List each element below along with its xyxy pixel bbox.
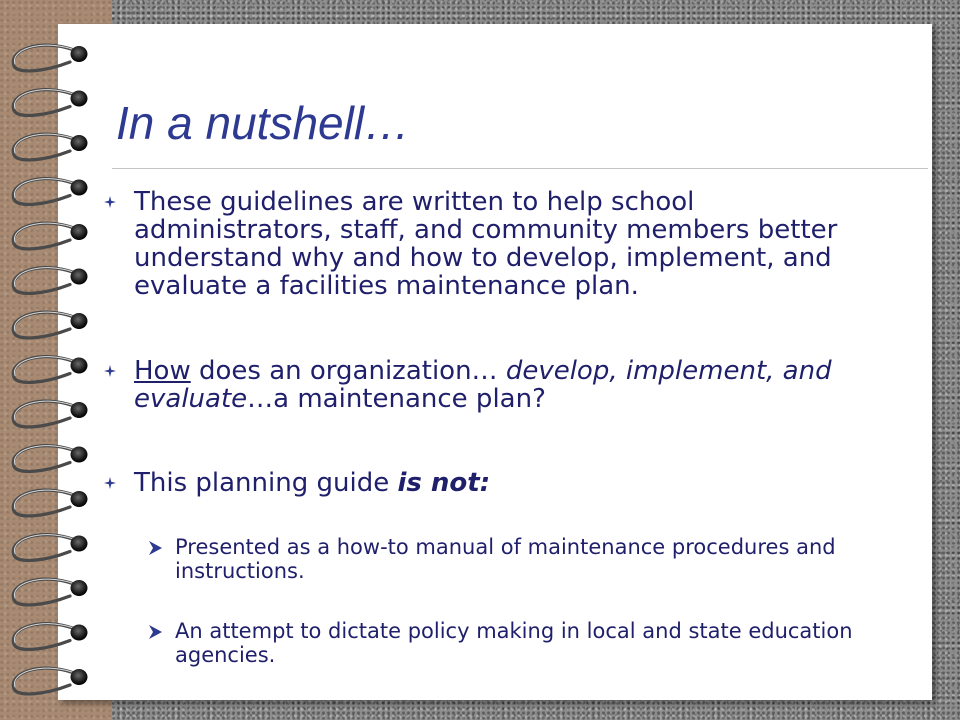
spiral-ring-icon (13, 179, 87, 205)
bullet-guide-is-not (134, 469, 894, 497)
spiral-ring-icon (13, 45, 87, 71)
bullet-guidelines (134, 188, 894, 300)
spiral-ring-icon (13, 312, 87, 338)
sub-bullet-howto-text: Presented as a how-to manual of maintenance procedures and instructions. (175, 535, 836, 583)
spiral-ring-icon (13, 401, 87, 427)
diamond-bullet-icon (104, 477, 116, 489)
spiral-ring-icon (13, 357, 87, 383)
spiral-ring-icon (13, 268, 87, 294)
spiral-ring-icon (13, 535, 87, 561)
guide-is-not-emphasis: is not: (397, 468, 491, 498)
how-question-italic: develop, implement, and evaluate (134, 356, 832, 414)
title-divider (112, 168, 928, 169)
spiral-ring-icon (13, 490, 87, 516)
sub-bullet-howto-manual (175, 535, 930, 583)
how-question-end: …a maintenance plan? (247, 384, 546, 414)
bullet-how-question (134, 357, 894, 413)
how-underlined-word: How (134, 356, 191, 386)
bullet-guidelines-text: These guidelines are written to help school administrators, staff, and community members better understand why and how to develop, implement, and evaluate a facilities maintenance plan. (134, 187, 838, 301)
spiral-ring-icon (13, 668, 87, 694)
spiral-ring-icon (13, 223, 87, 249)
diamond-bullet-icon (104, 196, 116, 208)
sub-bullet-dictate-policy (175, 619, 930, 667)
slide-title: In a nutshell… (116, 97, 411, 149)
spiral-ring-icon (13, 90, 87, 116)
spiral-ring-icon (13, 134, 87, 160)
arrowhead-bullet-icon (147, 537, 163, 561)
spiral-binding (0, 0, 112, 720)
spiral-ring-icon (13, 446, 87, 472)
sub-bullet-dictate-text: An attempt to dictate policy making in local and state education agencies. (175, 619, 853, 667)
guide-is-not-lead: This planning guide (134, 468, 398, 498)
arrowhead-bullet-icon (147, 621, 163, 645)
spiral-ring-icon (13, 624, 87, 650)
spiral-ring-icon (13, 579, 87, 605)
how-question-middle: does an organization… (190, 356, 506, 386)
diamond-bullet-icon (104, 365, 116, 377)
